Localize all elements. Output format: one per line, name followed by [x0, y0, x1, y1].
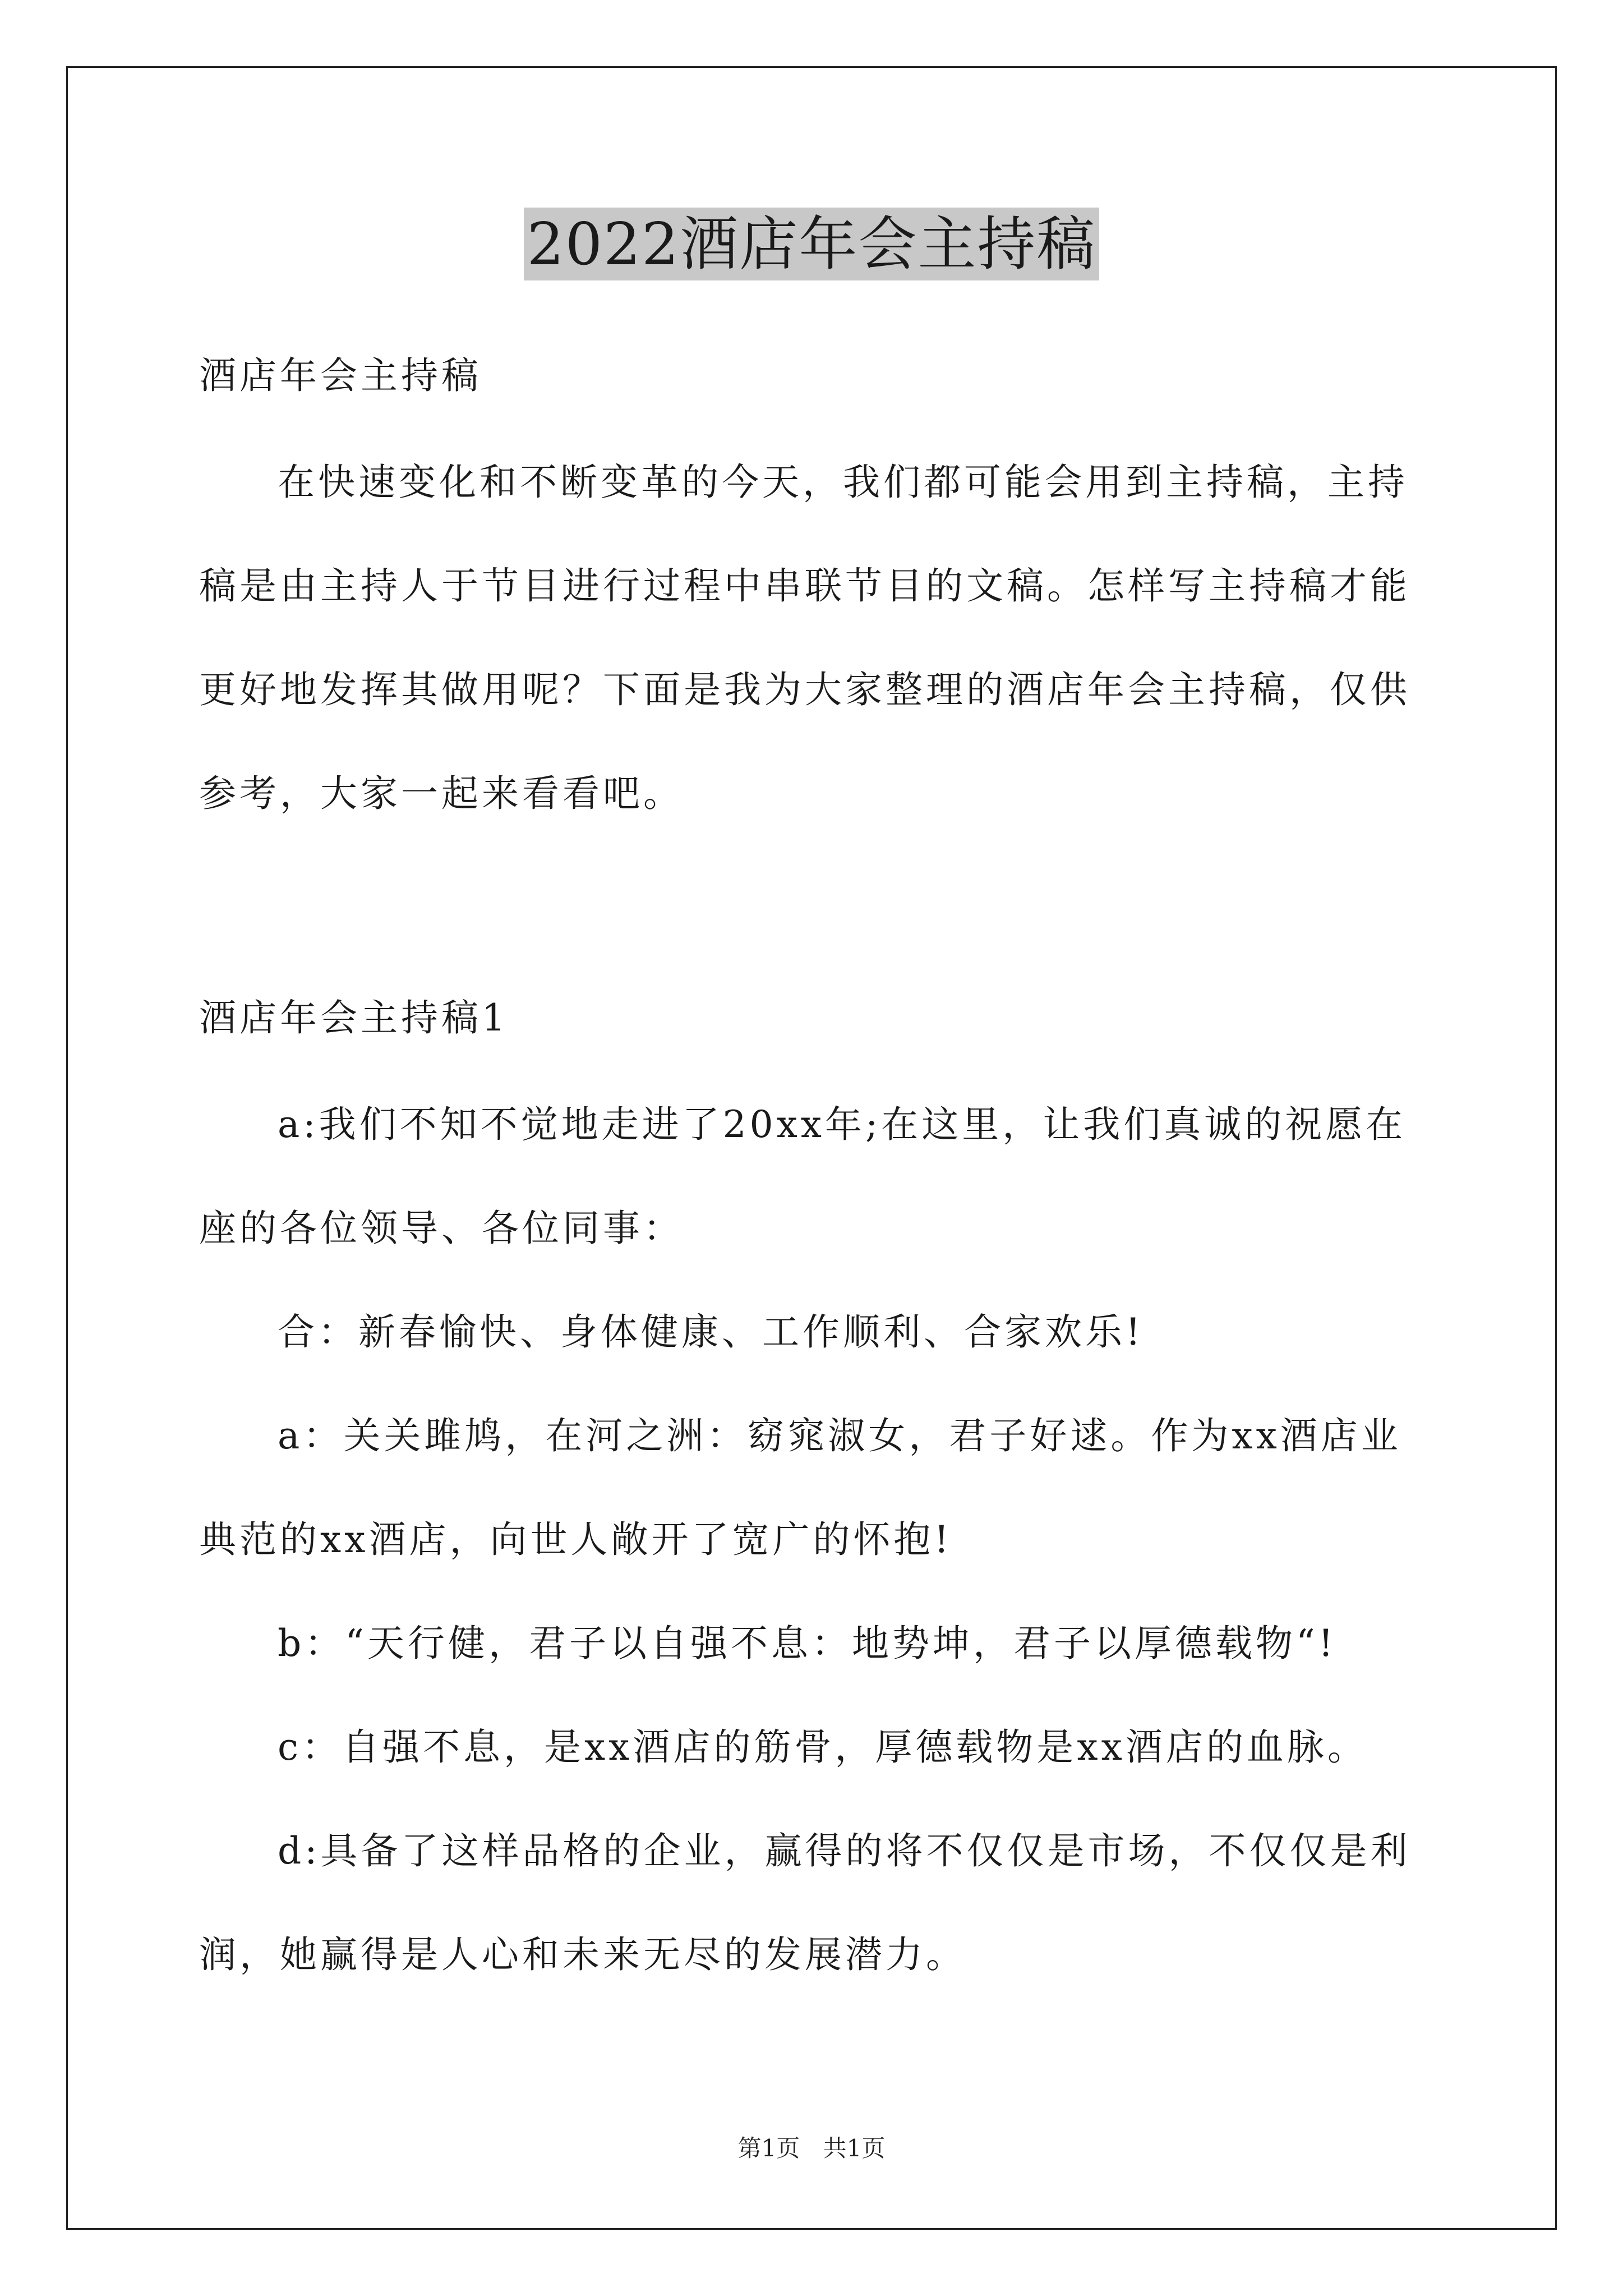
paragraph-line: 润，她赢得是人心和未来无尽的发展潜力。 [199, 1933, 966, 1976]
intro-heading: 酒店年会主持稿 [199, 354, 482, 397]
paragraph-line: d:具备了这样品格的企业，赢得的将不仅仅是市场，不仅仅是利 [278, 1829, 1411, 1872]
page-number-current: 第1页 [737, 2134, 800, 2162]
paragraph-line: 在快速变化和不断变革的今天，我们都可能会用到主持稿，主持 [278, 461, 1408, 504]
title-wrapper [0, 208, 1623, 280]
paragraph-line: c：自强不息，是xx酒店的筋骨，厚德载物是xx酒店的血脉。 [278, 1726, 1368, 1769]
paragraph-line: b：“天行健，君子以自强不息：地势坤，君子以厚德载物“! [278, 1622, 1337, 1665]
paragraph-line: 更好地发挥其做用呢？下面是我为大家整理的酒店年会主持稿，仅供 [199, 668, 1410, 711]
paragraph-line: 合：新春愉快、身体健康、工作顺利、合家欢乐! [278, 1310, 1144, 1354]
document-title: 2022酒店年会主持稿 [524, 208, 1100, 280]
section-heading: 酒店年会主持稿1 [199, 996, 509, 1039]
page-footer [0, 2134, 1623, 2162]
paragraph-line: a：关关雎鸠，在河之洲：窈窕淑女，君子好逑。作为xx酒店业 [278, 1414, 1401, 1457]
paragraph-line: 典范的xx酒店，向世人敞开了宽广的怀抱! [199, 1518, 952, 1561]
paragraph-line: 座的各位领导、各位同事： [199, 1207, 684, 1250]
paragraph-line: a:我们不知不觉地走进了20xx年;在这里，让我们真诚的祝愿在 [278, 1103, 1407, 1146]
paragraph-line: 稿是由主持人于节目进行过程中串联节目的文稿。怎样写主持稿才能 [199, 564, 1410, 608]
paragraph-line: 参考，大家一起来看看吧。 [199, 772, 684, 815]
page-number-total: 共1页 [823, 2134, 886, 2162]
